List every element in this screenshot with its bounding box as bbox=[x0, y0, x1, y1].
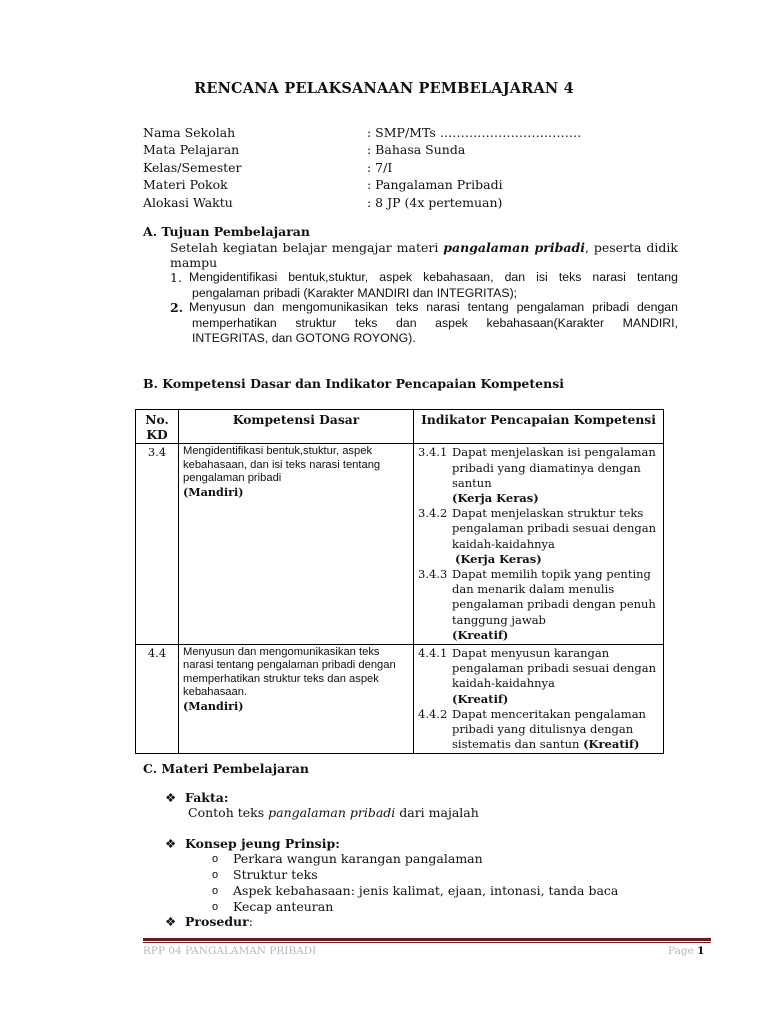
table-row bbox=[136, 645, 664, 754]
info-row-topic bbox=[143, 176, 643, 193]
circle-bullet-icon: o bbox=[212, 901, 219, 913]
indicator-character: (Kreatif) bbox=[452, 691, 509, 706]
list-item-text: Struktur teks bbox=[233, 867, 318, 882]
header-indikator: Indikator Pencapaian Kompetensi bbox=[414, 410, 664, 444]
header-kompetensi-dasar: Kompetensi Dasar bbox=[179, 410, 414, 444]
kd-description-cell bbox=[179, 444, 414, 645]
objective-2-line2: memperhatikan struktur teks dan aspek kebahasaan(Karakter MANDIRI, bbox=[192, 316, 678, 330]
table-row bbox=[136, 444, 664, 645]
indicator-text bbox=[452, 707, 659, 753]
kd-description-cell bbox=[179, 645, 414, 754]
indicator-number: 4.4.2 bbox=[418, 706, 448, 721]
indicator-character: (Kreatif) bbox=[452, 627, 509, 642]
intro-text: Setelah kegiatan belajar mengajar materi bbox=[170, 240, 444, 255]
indicator-character: (Kerja Keras) bbox=[455, 551, 542, 566]
kd-description: Mengidentifikasi bentuk,stuktur, aspek kebahasaan, dan isi teks narasi tentang pengalaman pribadi bbox=[183, 445, 381, 485]
header-no-kd: No. KD bbox=[136, 410, 179, 444]
indicator-number: 3.4.2 bbox=[418, 506, 448, 521]
kd-character: (Mandiri) bbox=[183, 698, 244, 713]
info-label: Alokasi Waktu bbox=[143, 194, 233, 210]
section-a-intro bbox=[170, 240, 678, 255]
list-item-text: Kecap anteuran bbox=[233, 899, 334, 914]
info-row-time bbox=[143, 194, 643, 211]
fakta-text bbox=[188, 805, 479, 820]
indicator-text bbox=[452, 646, 659, 707]
indicator-number: 3.4.1 bbox=[418, 445, 448, 460]
info-label: Nama Sekolah bbox=[143, 125, 236, 140]
diamond-bullet-icon: ❖ bbox=[165, 914, 177, 929]
indicator-desc: Dapat menjelaskan isi pengalaman pribadi yang diamatinya dengan santun bbox=[452, 445, 656, 490]
objective-1-line2: pengalaman pribadi (Karakter MANDIRI dan INTEGRITAS); bbox=[192, 286, 518, 300]
fakta-pre: Contoh teks bbox=[188, 805, 269, 820]
info-label: Kelas/Semester bbox=[143, 159, 242, 175]
info-label: Materi Pokok bbox=[143, 177, 228, 193]
indicator-desc: Dapat menyusun karangan pengalaman pribadi sesuai dengan kaidah-kaidahnya bbox=[452, 646, 657, 691]
info-row-school bbox=[143, 124, 643, 141]
objective-1-line1: Mengidentifikasi bentuk,stuktur, aspek kebahasaan, dan isi teks narasi tentang bbox=[189, 270, 678, 284]
objective-1-number: 1. bbox=[170, 270, 182, 285]
footer-title: RPP 04 PANGALAMAN PRIBADI bbox=[143, 945, 317, 957]
list-item-text: Perkara wangun karangan pangalaman bbox=[233, 851, 483, 866]
kd-number: 3.4 bbox=[136, 444, 179, 645]
indicator-desc: Dapat menjelaskan struktur teks pengalaman pribadi sesuai dengan kaidah-kaidahnya bbox=[452, 506, 657, 551]
diamond-bullet-icon: ❖ bbox=[165, 790, 177, 805]
indicator-item bbox=[418, 567, 659, 643]
prosedur-label: Prosedur bbox=[185, 914, 249, 929]
info-value: : 7/I bbox=[367, 159, 393, 175]
circle-bullet-icon: o bbox=[212, 853, 219, 865]
indicator-desc: Dapat memilih topik yang penting dan menarik dalam menulis pengalaman pribadi dengan penuh tanggung jawab bbox=[452, 567, 656, 627]
competency-table bbox=[135, 409, 664, 754]
indicator-desc: Dapat menceritakan pengalaman pribadi yang ditulisnya dengan sistematis dan santun bbox=[452, 706, 646, 752]
section-c-heading: C. Materi Pembelajaran bbox=[143, 761, 309, 776]
info-value: : Bahasa Sunda bbox=[367, 142, 466, 158]
objective-2-line1: Menyusun dan mengomunikasikan teks narasi tentang pengalaman pribadi dengan bbox=[189, 300, 678, 314]
fakta-emphasis: pangalaman pribadi bbox=[268, 805, 396, 820]
kd-description: Menyusun dan mengomunikasikan teks narasi tentang pengalaman pribadi dengan memperhatikan struktur teks dan aspek kebahasaan. bbox=[183, 646, 396, 699]
footer-rule-thin bbox=[143, 942, 711, 943]
konsep-label: Konsep jeung Prinsip: bbox=[185, 836, 340, 851]
section-b-heading: B. Kompetensi Dasar dan Indikator Pencapaian Kompetensi bbox=[143, 376, 564, 391]
indicator-character: (Kerja Keras) bbox=[452, 491, 539, 506]
indicator-cell bbox=[414, 645, 664, 754]
indicator-item bbox=[418, 445, 659, 506]
prosedur-colon: : bbox=[248, 914, 253, 929]
indicator-text bbox=[452, 445, 659, 506]
footer-page bbox=[668, 945, 704, 957]
table-header-row bbox=[136, 410, 664, 444]
info-value: : Pangalaman Pribadi bbox=[367, 177, 503, 193]
info-row-class bbox=[143, 159, 643, 176]
konsep-item bbox=[165, 836, 340, 851]
info-value: : 8 JP (4x pertemuan) bbox=[367, 194, 503, 210]
indicator-text bbox=[452, 567, 659, 643]
page-number: 1 bbox=[697, 945, 705, 957]
info-row-subject bbox=[143, 141, 643, 158]
info-value: : SMP/MTs ……………………………. bbox=[367, 125, 582, 140]
intro-text-end: , peserta didik bbox=[584, 240, 678, 255]
identity-block bbox=[143, 124, 643, 211]
page-label: Page bbox=[668, 945, 694, 957]
info-label: Mata Pelajaran bbox=[143, 142, 240, 158]
kd-character: (Mandiri) bbox=[183, 484, 244, 499]
circle-bullet-icon: o bbox=[212, 885, 219, 897]
prosedur-item bbox=[165, 914, 253, 929]
document-title: RENCANA PELAKSANAAN PEMBELAJARAN 4 bbox=[194, 80, 574, 97]
circle-bullet-icon: o bbox=[212, 869, 219, 881]
indicator-item bbox=[418, 646, 659, 707]
kd-number: 4.4 bbox=[136, 645, 179, 754]
indicator-text bbox=[452, 506, 659, 567]
fakta-item bbox=[165, 790, 228, 805]
fakta-label: Fakta: bbox=[185, 790, 229, 805]
indicator-number: 3.4.3 bbox=[418, 567, 448, 582]
indicator-item bbox=[418, 707, 659, 753]
diamond-bullet-icon: ❖ bbox=[165, 836, 177, 851]
indicator-number: 4.4.1 bbox=[418, 646, 448, 661]
indicator-cell bbox=[414, 444, 664, 645]
objective-2-number: 2. bbox=[170, 300, 184, 315]
intro-emphasis: pangalaman pribadi bbox=[443, 240, 585, 255]
list-item-text: Aspek kebahasaan: jenis kalimat, ejaan, intonasi, tanda baca bbox=[233, 883, 619, 898]
indicator-character: (Kreatif) bbox=[583, 737, 640, 752]
footer-rule bbox=[143, 938, 711, 941]
fakta-post: dari majalah bbox=[395, 805, 479, 820]
indicator-item bbox=[418, 506, 659, 567]
objective-2-line3: INTEGRITAS, dan GOTONG ROYONG). bbox=[192, 331, 416, 345]
section-a-heading: A. Tujuan Pembelajaran bbox=[143, 224, 310, 239]
section-a-intro-line2: mampu bbox=[170, 255, 218, 270]
